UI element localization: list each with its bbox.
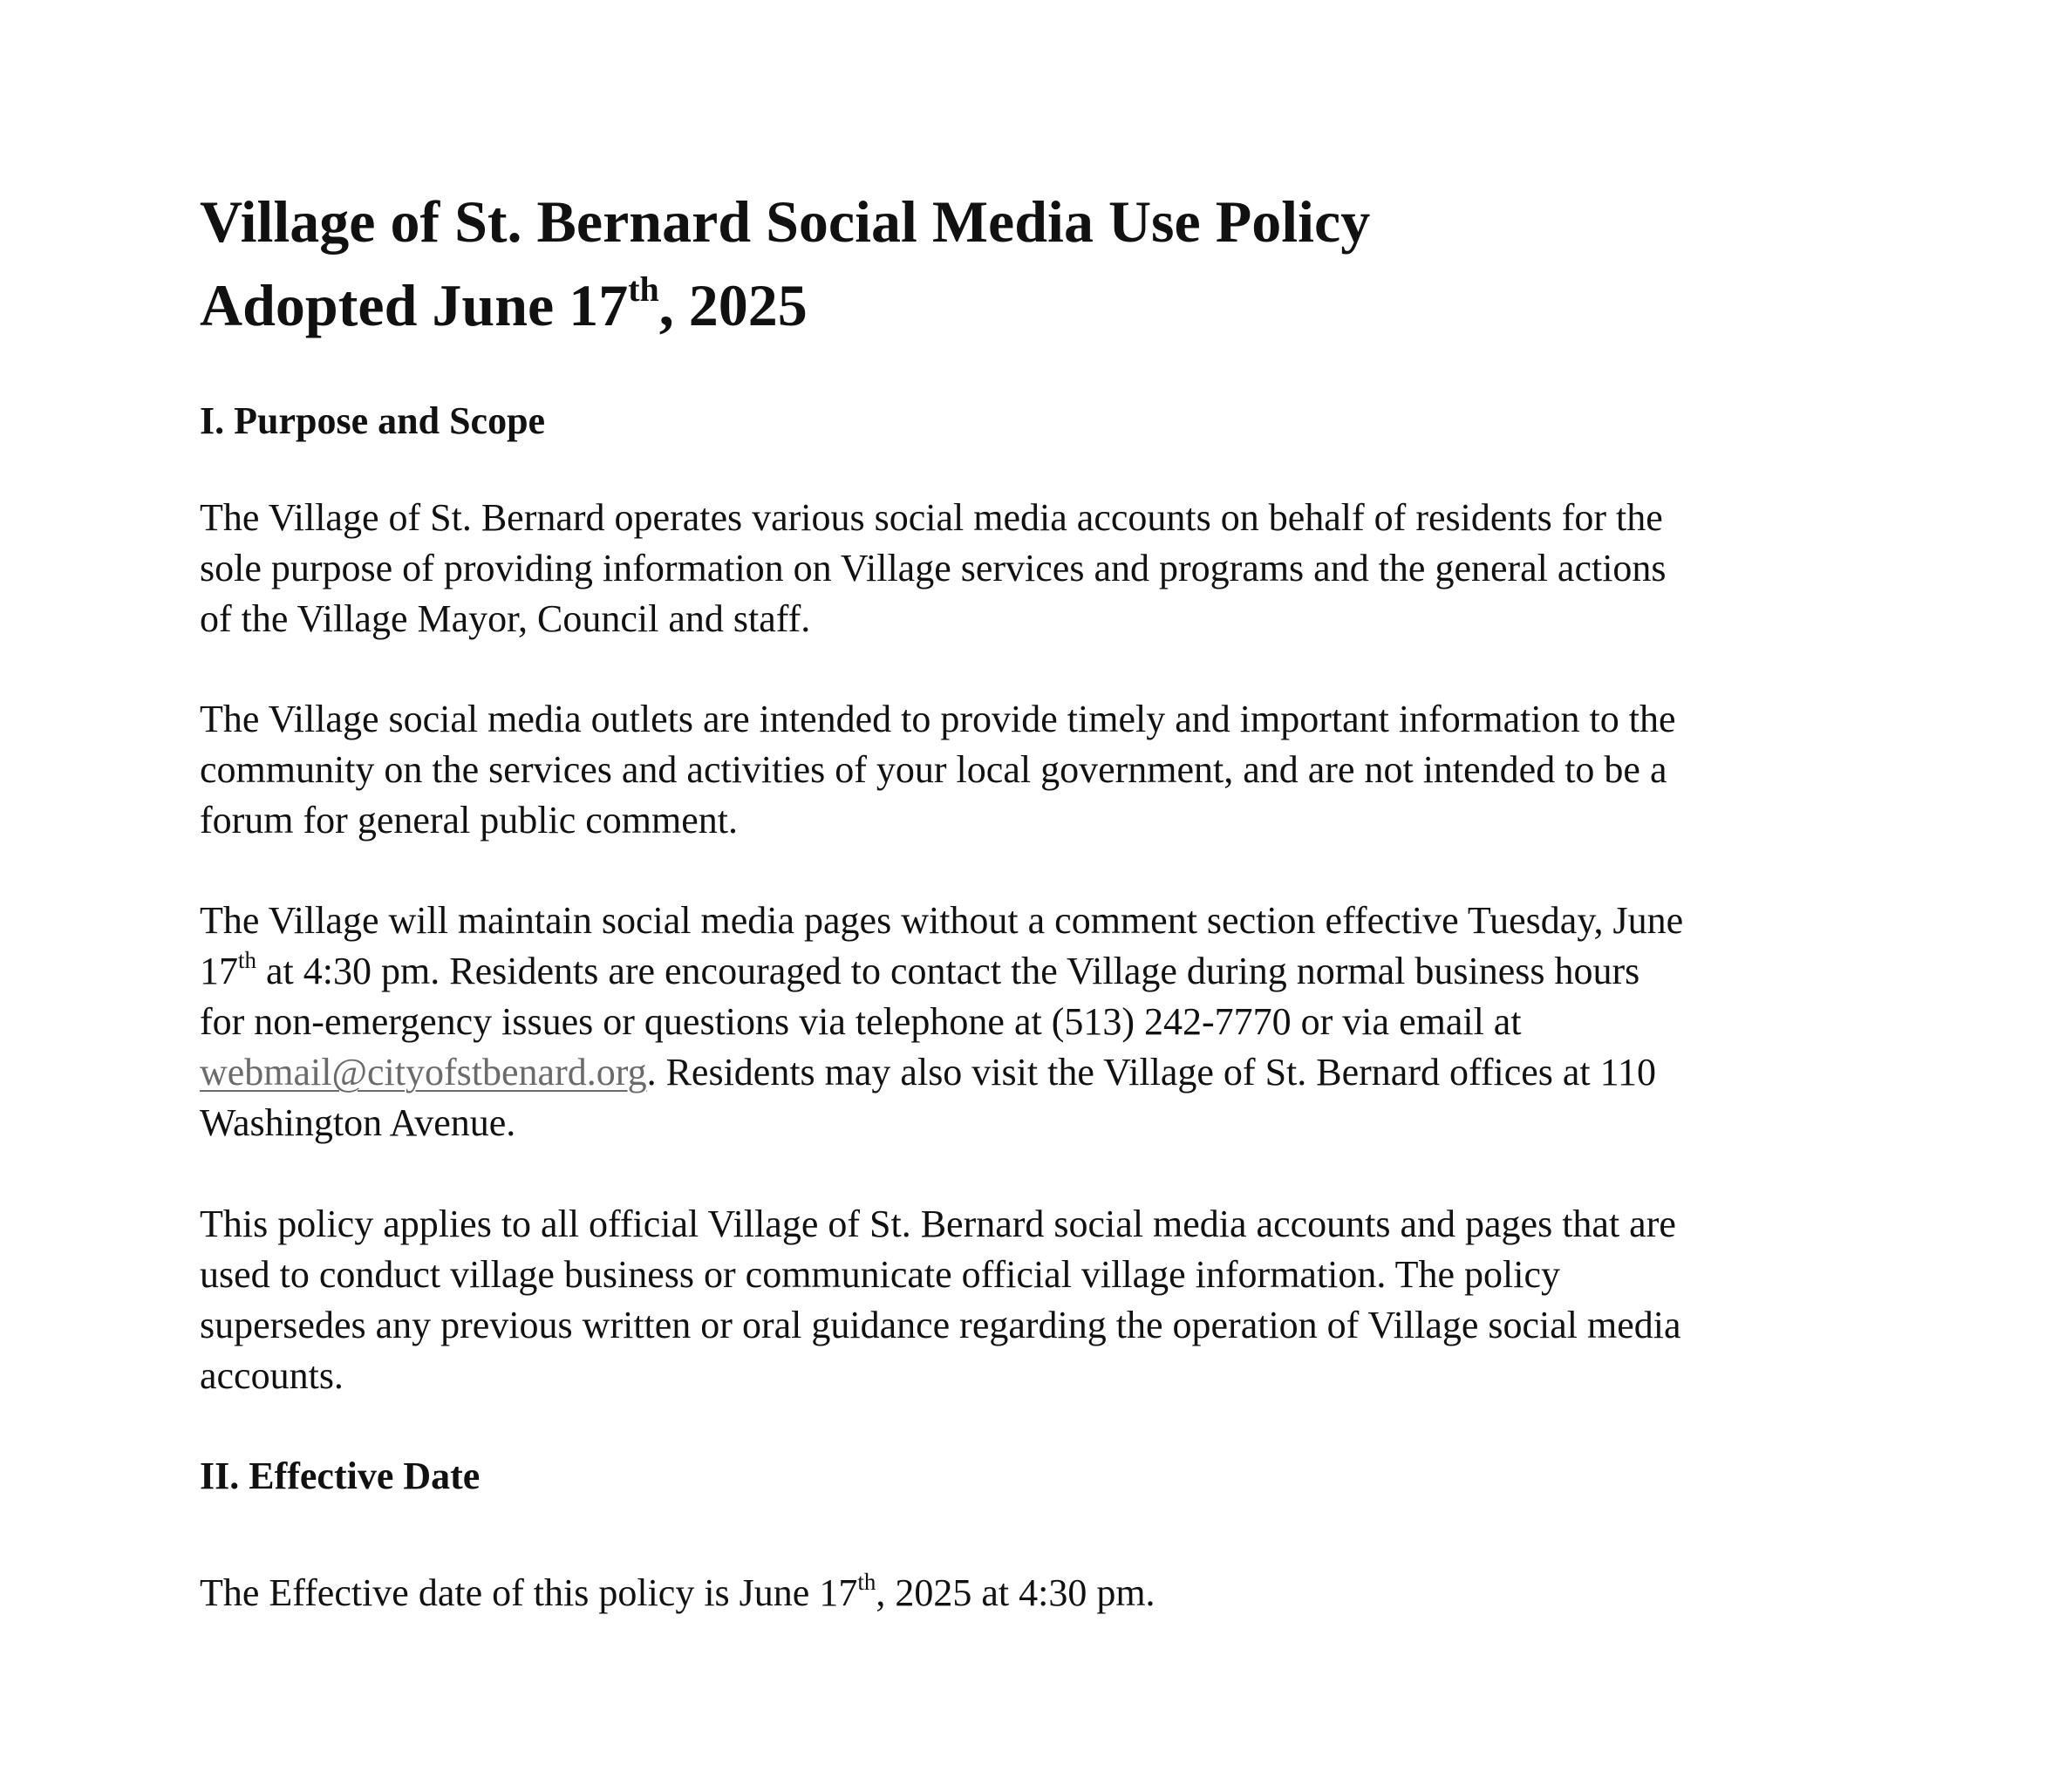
paragraph-applicability (200, 1199, 1681, 1401)
paragraph-line: accounts. (200, 1354, 344, 1397)
paragraph-line: used to conduct village business or communicate official village information. The policy (200, 1253, 1560, 1296)
email-link[interactable]: webmail@cityofstbenard.org (200, 1051, 647, 1094)
line-text: The Effective date of this policy is June 17 (200, 1571, 858, 1614)
line-text: , 2025 at 4:30 pm. (876, 1571, 1155, 1614)
paragraph-line: for non-emergency issues or questions via telephone at (513) 242-7770 or via email at (200, 1000, 1522, 1043)
paragraph-line (200, 946, 1683, 997)
paragraph-line: The Village of St. Bernard operates various social media accounts on behalf of residents for the (200, 496, 1663, 539)
line-text: . Residents may also visit the Village of St. Bernard offices at 110 (646, 1051, 1657, 1094)
paragraph-line: of the Village Mayor, Council and staff. (200, 597, 811, 640)
paragraph-line: forum for general public comment. (200, 799, 739, 841)
paragraph-line: community on the services and activities of your local government, and are not intended to be a (200, 748, 1667, 791)
paragraph-line: Washington Avenue. (200, 1101, 516, 1144)
paragraph-line (200, 1568, 1155, 1618)
paragraph-line: sole purpose of providing information on Village services and programs and the general actions (200, 547, 1667, 589)
title-date-text: Adopted June 17 (200, 272, 629, 338)
paragraph-purpose (200, 493, 1667, 644)
paragraph-line: This policy applies to all official Village of St. Bernard social media accounts and pages that are (200, 1203, 1676, 1245)
title-year-text: , 2025 (658, 272, 808, 338)
section-heading-purpose-scope: I. Purpose and Scope (200, 399, 546, 442)
section-heading-effective-date: II. Effective Date (200, 1455, 481, 1497)
paragraph-contact (200, 896, 1683, 1148)
date-ordinal: th (857, 1569, 876, 1595)
title-text: Village of St. Bernard Social Media Use Policy (200, 188, 1371, 255)
paragraph-line: supersedes any previous written or oral guidance regarding the operation of Village social media (200, 1304, 1681, 1346)
title-date-ordinal: th (628, 269, 659, 309)
paragraph-line: The Village social media outlets are intended to provide timely and important information to the (200, 698, 1676, 740)
date-number: 17 (200, 950, 238, 992)
date-ordinal: th (238, 947, 257, 973)
document-title-line-2 (200, 270, 808, 340)
paragraph-line (200, 1047, 1683, 1098)
paragraph-outlets (200, 694, 1676, 846)
line-text: at 4:30 pm. Residents are encouraged to contact the Village during normal business hours (256, 950, 1640, 992)
document-title-line-1 (200, 187, 1370, 256)
paragraph-effective-date (200, 1568, 1155, 1618)
paragraph-line: The Village will maintain social media pages without a comment section effective Tuesday, June (200, 899, 1684, 942)
